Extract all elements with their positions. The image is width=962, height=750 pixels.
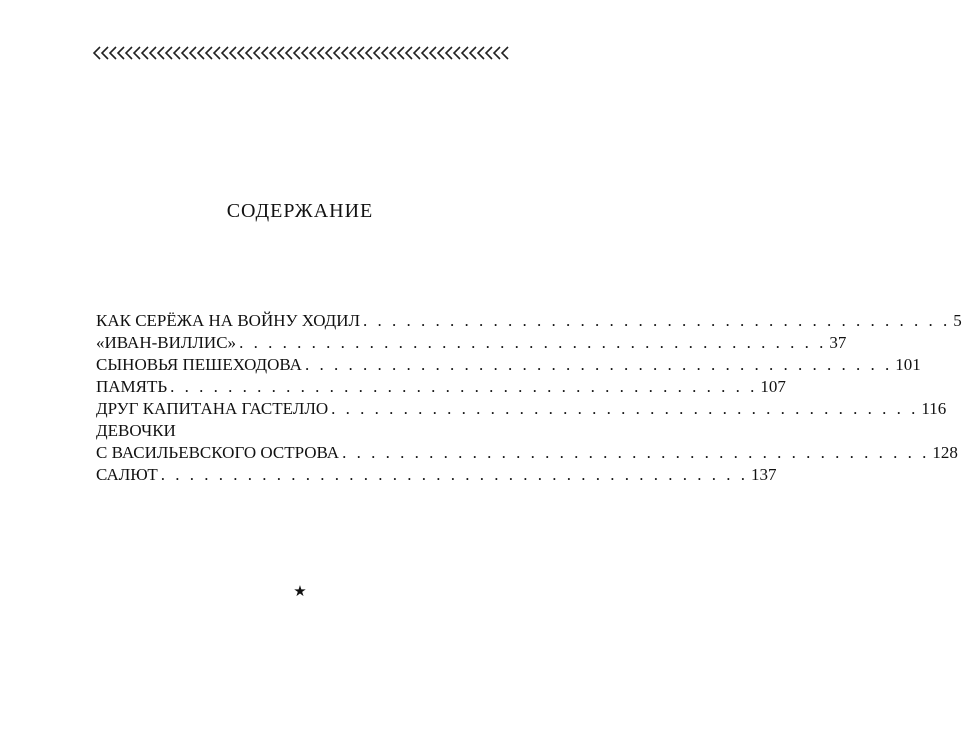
- chevron-mark: [358, 47, 364, 59]
- chevron-mark: [446, 47, 452, 59]
- chevron-mark: [294, 47, 300, 59]
- toc-leader-dots: . . . . . . . . . . . . . . . . . . . . . . . . . . . . . . . . . . . . . . . . .: [239, 333, 827, 352]
- chevron-band-ornament: [92, 46, 508, 60]
- chevron-mark: [486, 47, 492, 59]
- toc-leader-dots: . . . . . . . . . . . . . . . . . . . . . . . . . . . . . . . . . . . . . . . . .: [342, 443, 930, 462]
- chevron-mark: [134, 47, 140, 59]
- chevron-mark: [326, 47, 332, 59]
- toc-entry-page: 128: [932, 443, 958, 462]
- chevron-mark: [102, 47, 108, 59]
- chevron-mark: [398, 47, 404, 59]
- toc-entry-page: 107: [760, 377, 786, 396]
- chevron-mark: [158, 47, 164, 59]
- star-icon: ★: [293, 582, 307, 600]
- toc-entry-title: САЛЮТ: [96, 465, 158, 484]
- chevron-mark: [222, 47, 228, 59]
- chevron-mark: [286, 47, 292, 59]
- chevron-mark: [94, 47, 100, 59]
- chevron-mark: [254, 47, 260, 59]
- toc-leader-dots: . . . . . . . . . . . . . . . . . . . . . . . . . . . . . . . . . . . . . . . . .: [363, 311, 951, 330]
- chevron-mark: [318, 47, 324, 59]
- chevron-mark: [430, 47, 436, 59]
- chevron-mark: [462, 47, 468, 59]
- chevron-mark: [238, 47, 244, 59]
- chevron-mark: [454, 47, 460, 59]
- toc-entry-page: 116: [921, 399, 947, 418]
- chevron-mark: [478, 47, 484, 59]
- toc-entry-title: ПАМЯТЬ: [96, 377, 168, 396]
- chevron-mark: [302, 47, 308, 59]
- toc-leader-dots: . . . . . . . . . . . . . . . . . . . . . . . . . . . . . . . . . . . . . . . . .: [304, 355, 893, 374]
- toc-entry-page: 5: [953, 311, 962, 330]
- chevron-mark: [494, 47, 500, 59]
- toc-entry: [96, 398, 947, 420]
- toc-entry: [96, 354, 921, 376]
- chevron-mark: [150, 47, 156, 59]
- chevron-mark: [382, 47, 388, 59]
- chevron-mark: [270, 47, 276, 59]
- chevron-mark: [334, 47, 340, 59]
- chevron-mark: [350, 47, 356, 59]
- toc-entry: [96, 332, 847, 354]
- toc-entry-page: 37: [829, 333, 847, 352]
- chevron-mark: [406, 47, 412, 59]
- toc-entry-title: ДРУГ КАПИТАНА ГАСТЕЛЛО: [96, 399, 329, 418]
- chevron-mark: [278, 47, 284, 59]
- chevron-mark: [174, 47, 180, 59]
- chevron-mark: [246, 47, 252, 59]
- chevron-mark: [206, 47, 212, 59]
- chevron-mark: [214, 47, 220, 59]
- toc-leader-dots: . . . . . . . . . . . . . . . . . . . . . . . . . . . . . . . . . . . . . . . . .: [331, 399, 919, 418]
- chevron-mark: [190, 47, 196, 59]
- page-title: СОДЕРЖАНИЕ: [226, 200, 374, 222]
- chevron-mark: [166, 47, 172, 59]
- chevron-mark: [374, 47, 380, 59]
- chevron-mark: [110, 47, 116, 59]
- toc-entry: [96, 376, 786, 398]
- chevron-mark: [126, 47, 132, 59]
- toc-entry: [96, 442, 958, 464]
- chevron-mark: [470, 47, 476, 59]
- chevron-mark: [230, 47, 236, 59]
- toc-leader-dots: . . . . . . . . . . . . . . . . . . . . . . . . . . . . . . . . . . . . . . . . .: [170, 377, 758, 396]
- chevron-mark: [262, 47, 268, 59]
- toc-entry-page: 137: [750, 465, 777, 484]
- chevron-mark: [118, 47, 124, 59]
- toc-entry: [96, 310, 962, 332]
- chevron-mark: [414, 47, 420, 59]
- chevron-mark: [366, 47, 372, 59]
- toc-entry: [96, 464, 777, 486]
- toc-leader-dots: . . . . . . . . . . . . . . . . . . . . . . . . . . . . . . . . . . . . . . . . .: [160, 465, 748, 484]
- chevron-mark: [502, 47, 508, 59]
- toc-entry-title: КАК СЕРЁЖА НА ВОЙНУ ХОДИЛ: [96, 311, 361, 330]
- toc-entry-title-line: ДЕВОЧКИ: [96, 421, 176, 440]
- chevron-mark: [422, 47, 428, 59]
- table-of-contents: [96, 310, 962, 486]
- toc-entry-title: СЫНОВЬЯ ПЕШЕХОДОВА: [96, 355, 302, 374]
- toc-entry-page: 101: [895, 355, 921, 374]
- chevron-mark: [342, 47, 348, 59]
- chevron-mark: [142, 47, 148, 59]
- chevron-mark: [198, 47, 204, 59]
- chevron-mark: [390, 47, 396, 59]
- chevron-mark: [310, 47, 316, 59]
- toc-entry-title: С ВАСИЛЬЕВСКОГО ОСТРОВА: [96, 443, 340, 462]
- chevron-mark: [182, 47, 188, 59]
- chevron-mark: [438, 47, 444, 59]
- toc-entry-title: «ИВАН-ВИЛЛИС»: [96, 333, 237, 352]
